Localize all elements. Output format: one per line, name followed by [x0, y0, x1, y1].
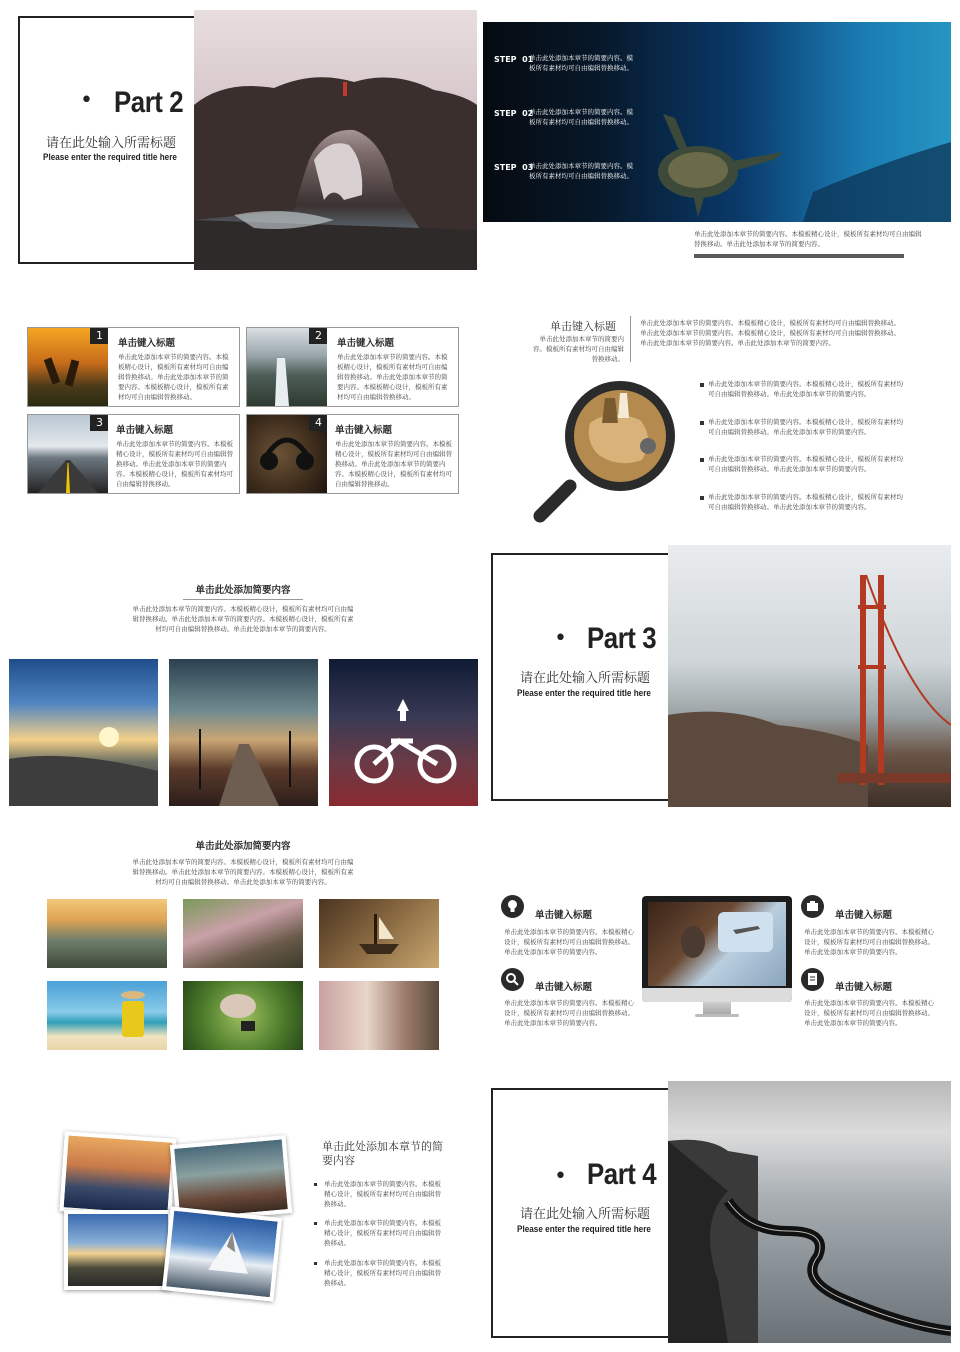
collage-bullet: 单击此处添加本章节的简要内容。本模板精心设计，模板所有素材均可自由编辑替换移动。	[324, 1180, 441, 1208]
bullet-dot	[314, 1262, 317, 1265]
slide-monitor	[480, 826, 960, 1056]
magnifier-divider	[630, 316, 631, 362]
card-title: 单击键入标题	[337, 338, 395, 349]
photo-ship-map	[319, 899, 439, 968]
subtitle-en: Please enter the required title here	[517, 688, 651, 699]
slide-part2	[0, 0, 480, 280]
subtitle-cn: 请在此处输入所需标题	[46, 136, 177, 151]
bridge-photo	[668, 545, 951, 807]
card-title: 单击键入标题	[335, 425, 393, 436]
section-text: 单击此处添加本章节的简要内容。本模板精心设计，模板所有素材均可自由编辑替换移动。单击此处添加本章节的简要内容。本模板精心设计，模板所有素材均可自由编辑替换移动。单击此处添加本章节的简要内容。	[132, 858, 354, 886]
card-3	[27, 414, 240, 494]
photo-beach-suitcase	[47, 981, 167, 1050]
slide-six-photos	[0, 826, 480, 1056]
item-title: 单击键入标题	[835, 982, 893, 993]
collage-photo-mountain-sunset	[59, 1131, 176, 1219]
magnifier-title: 单击键入标题	[550, 320, 616, 333]
part-title: Part 2	[114, 86, 184, 119]
card-title: 单击键入标题	[116, 425, 174, 436]
card-text: 单击此处添加本章节的简要内容。本模板精心设计，模板所有素材均可自由编辑替换移动。单击此处添加本章节的简要内容。本模板精心设计，模板所有素材均可自由编辑替换移动。	[335, 440, 452, 488]
slide-collage	[0, 1080, 480, 1352]
magnifier-bullet: 单击此处添加本章节的简要内容。本模板精心设计，模板所有素材均可自由编辑替换移动。单击此处添加本章节的简要内容。	[708, 493, 903, 511]
card-2	[246, 327, 459, 407]
rock-arch-photo	[194, 10, 477, 270]
caption-bar	[694, 254, 904, 258]
photo-pier	[169, 659, 318, 806]
card-title: 单击键入标题	[118, 338, 176, 349]
briefcase-icon	[801, 895, 824, 918]
item-title: 单击键入标题	[835, 910, 893, 921]
slide-steps	[480, 0, 960, 280]
photo-camera-grass	[183, 981, 303, 1050]
steps-caption: 单击此处添加本章节的简要内容。本模板精心设计，模板所有素材均可自由编辑替换移动。单击此处添加本章节的简要内容。	[694, 230, 922, 248]
collage-title: 单击此处添加本章节的简要内容	[322, 1140, 443, 1167]
photo-sunset-road	[9, 659, 158, 806]
section-title: 单击此处添加简要内容	[195, 841, 291, 852]
bullet-dot	[314, 1183, 317, 1186]
magnifier-bullet: 单击此处添加本章节的简要内容。本模板精心设计，模板所有素材均可自由编辑替换移动。单击此处添加本章节的简要内容。	[708, 380, 903, 398]
photo-bike-lane	[329, 659, 478, 806]
subtitle-cn: 请在此处输入所需标题	[520, 1207, 651, 1222]
card-text: 单击此处添加本章节的简要内容。本模板精心设计，模板所有素材均可自由编辑替换移动。单击此处添加本章节的简要内容。本模板精心设计，模板所有素材均可自由编辑替换移动。	[337, 353, 448, 401]
step-text: 单击此处添加本章节的简要内容。模板所有素材均可自由编辑替换移动。	[529, 162, 633, 180]
coastal-road-photo	[668, 1081, 951, 1343]
collage-bullet: 单击此处添加本章节的简要内容。本模板精心设计，模板所有素材均可自由编辑替换移动。	[324, 1219, 441, 1247]
bullet-dot	[700, 383, 704, 387]
section-title: 单击此处添加简要内容	[195, 585, 291, 596]
magnifier-bullet: 单击此处添加本章节的简要内容。本模板精心设计，模板所有素材均可自由编辑替换移动。单击此处添加本章节的简要内容。	[708, 418, 903, 436]
card-4	[246, 414, 459, 494]
item-title: 单击键入标题	[535, 982, 593, 993]
bullet-dot	[700, 421, 704, 425]
part-bullet: •	[80, 88, 93, 113]
item-text: 单击此处添加本章节的简要内容。本模板精心设计，模板所有素材均可自由编辑替换移动。单击此处添加本章节的简要内容。	[504, 928, 634, 956]
card-text: 单击此处添加本章节的简要内容。本模板精心设计，模板所有素材均可自由编辑替换移动。单击此处添加本章节的简要内容。本模板精心设计，模板所有素材均可自由编辑替换移动。	[116, 440, 233, 488]
slide-magnifier	[480, 290, 960, 530]
item-text: 单击此处添加本章节的简要内容。本模板精心设计，模板所有素材均可自由编辑替换移动。单击此处添加本章节的简要内容。	[804, 928, 934, 956]
card-num: 3	[96, 416, 103, 429]
magnifier-icon	[530, 368, 690, 528]
collage-photo-road	[64, 1210, 172, 1290]
bullet-dot	[700, 458, 704, 462]
slide-part4	[480, 1080, 960, 1352]
monitor-base	[695, 1014, 739, 1017]
monitor-stand	[703, 1002, 731, 1014]
bullet-dot	[314, 1222, 317, 1225]
subtitle-en: Please enter the required title here	[43, 152, 177, 163]
step-label: STEP 01	[494, 55, 534, 64]
bullet-dot	[700, 496, 704, 500]
title-underline	[183, 599, 303, 600]
monitor-screen-photo	[648, 902, 786, 986]
item-title: 单击键入标题	[535, 910, 593, 921]
section-text: 单击此处添加本章节的简要内容。本模板精心设计，模板所有素材均可自由编辑替换移动。单击此处添加本章节的简要内容。本模板精心设计，模板所有素材均可自由编辑替换移动。单击此处添加本章节的简要内容。	[132, 605, 354, 633]
step-label: STEP 02	[494, 109, 534, 118]
collage-photo-matterhorn	[162, 1206, 282, 1301]
card-num: 4	[315, 416, 322, 429]
part-title: Part 4	[587, 1158, 657, 1191]
photo-city-sunset	[47, 899, 167, 968]
card-1	[27, 327, 240, 407]
part-bullet: •	[554, 626, 567, 651]
step-label: STEP 03	[494, 163, 534, 172]
slide-three-photos	[0, 540, 480, 820]
magnifier-right-text: 单击此处添加本章节的简要内容。本模板精心设计，模板所有素材均可自由编辑替换移动。单击此处添加本章节的简要内容。本模板精心设计，模板所有素材均可自由编辑替换移动。单击此处添加本章节的简要内容。单击此处添加本章节的简要内容。	[640, 319, 900, 347]
slide-part3	[480, 540, 960, 820]
part-title: Part 3	[587, 622, 657, 655]
magnifier-left-text: 单击此处添加本章节的简要内容。模板所有素材均可自由编辑替换移动。	[533, 335, 624, 363]
card-num: 2	[315, 329, 322, 342]
document-icon	[801, 968, 824, 991]
card-num: 1	[96, 329, 103, 342]
card-text: 单击此处添加本章节的简要内容。本模板精心设计，模板所有素材均可自由编辑替换移动。单击此处添加本章节的简要内容。本模板精心设计，模板所有素材均可自由编辑替换移动。	[118, 353, 229, 401]
step-text: 单击此处添加本章节的简要内容。模板所有素材均可自由编辑替换移动。	[529, 54, 633, 72]
magnifier-bullet: 单击此处添加本章节的简要内容。本模板精心设计，模板所有素材均可自由编辑替换移动。单击此处添加本章节的简要内容。	[708, 455, 903, 473]
part-bullet: •	[554, 1164, 567, 1189]
lightbulb-icon	[501, 895, 524, 918]
slide-grid4	[0, 290, 480, 530]
monitor-chin	[642, 988, 792, 1002]
item-text: 单击此处添加本章节的简要内容。本模板精心设计，模板所有素材均可自由编辑替换移动。单击此处添加本章节的简要内容。	[804, 999, 934, 1027]
photo-flower-street	[183, 899, 303, 968]
subtitle-en: Please enter the required title here	[517, 1224, 651, 1235]
step-text: 单击此处添加本章节的简要内容。模板所有素材均可自由编辑替换移动。	[529, 108, 633, 126]
collage-bullet: 单击此处添加本章节的简要内容。本模板精心设计，模板所有素材均可自由编辑替换移动。	[324, 1259, 441, 1287]
subtitle-cn: 请在此处输入所需标题	[520, 671, 651, 686]
photo-alley	[319, 981, 439, 1050]
search-icon	[501, 968, 524, 991]
item-text: 单击此处添加本章节的简要内容。本模板精心设计，模板所有素材均可自由编辑替换移动。单击此处添加本章节的简要内容。	[504, 999, 634, 1027]
